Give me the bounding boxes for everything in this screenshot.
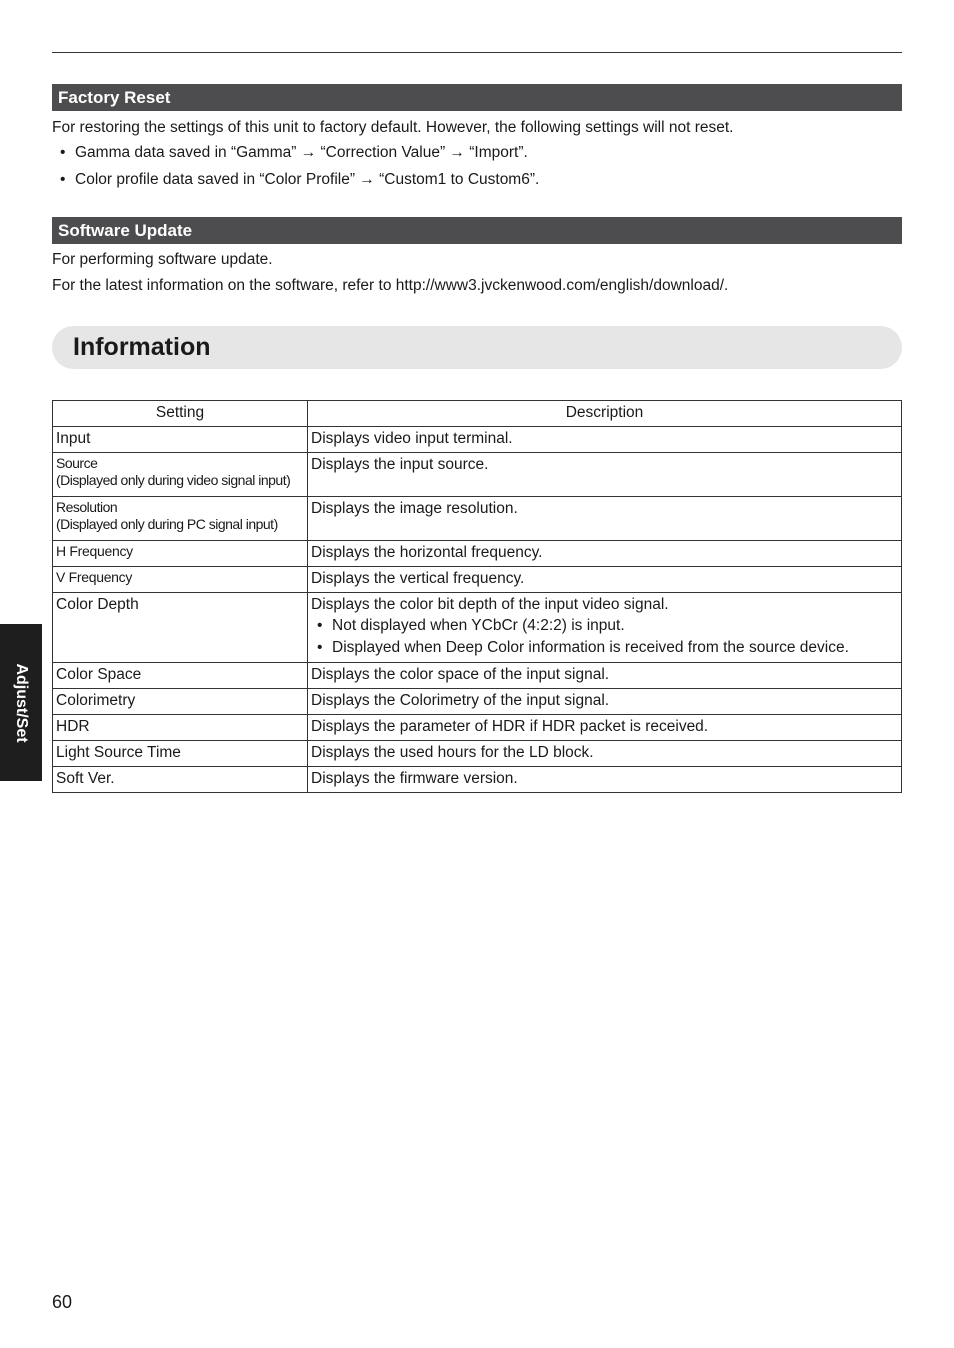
table-row bbox=[53, 453, 902, 497]
software-update-line-2: For the latest information on the software, refer to http://www3.jvckenwood.com/english/download/. bbox=[52, 277, 729, 294]
table-row bbox=[53, 767, 902, 793]
factory-reset-bullet-text: Gamma data saved in “Gamma” → “Correction Value” → “Import”. bbox=[75, 144, 528, 161]
table-row bbox=[53, 715, 902, 741]
software-update-line-1: For performing software update. bbox=[52, 251, 273, 268]
table-row bbox=[53, 593, 902, 663]
setting-name: Resolution bbox=[56, 499, 118, 515]
column-header-description: Description bbox=[308, 401, 902, 427]
table-header-row bbox=[53, 401, 902, 427]
bullet-glyph: • bbox=[60, 144, 66, 161]
factory-reset-heading: Factory Reset bbox=[52, 84, 902, 111]
description-note bbox=[311, 615, 898, 637]
factory-reset-bullet bbox=[60, 143, 528, 163]
setting-cell: Soft Ver. bbox=[53, 767, 308, 793]
table-row bbox=[53, 541, 902, 567]
description-cell: Displays the parameter of HDR if HDR packet is received. bbox=[308, 715, 902, 741]
setting-cell: Light Source Time bbox=[53, 741, 308, 767]
setting-cell: Color Depth bbox=[53, 593, 308, 663]
description-cell: Displays the used hours for the LD block. bbox=[308, 741, 902, 767]
setting-cell: Colorimetry bbox=[53, 689, 308, 715]
column-header-setting: Setting bbox=[53, 401, 308, 427]
description-cell: Displays video input terminal. bbox=[308, 427, 902, 453]
description-cell: Displays the horizontal frequency. bbox=[308, 541, 902, 567]
bullet-glyph: • bbox=[317, 639, 323, 656]
page-number: 60 bbox=[52, 1292, 73, 1312]
bullet-glyph: • bbox=[60, 171, 66, 188]
information-heading: Information bbox=[52, 326, 902, 369]
setting-cell: HDR bbox=[53, 715, 308, 741]
description-cell: Displays the image resolution. bbox=[308, 497, 902, 541]
factory-reset-bullet-text: Color profile data saved in “Color Profile” → “Custom1 to Custom6”. bbox=[75, 171, 540, 188]
table-row bbox=[53, 567, 902, 593]
side-section-tab bbox=[0, 624, 42, 781]
top-rule bbox=[52, 52, 902, 53]
description-note-text: Displayed when Deep Color information is received from the source device. bbox=[332, 639, 849, 656]
description-note-text: Not displayed when YCbCr (4:2:2) is input. bbox=[332, 617, 625, 634]
side-tab-label: Adjust/Set bbox=[13, 662, 30, 743]
table-row bbox=[53, 741, 902, 767]
table-row bbox=[53, 663, 902, 689]
description-cell: Displays the color space of the input signal. bbox=[308, 663, 902, 689]
information-table bbox=[52, 400, 902, 793]
setting-name: Source bbox=[56, 455, 98, 471]
description-cell: Displays the Colorimetry of the input signal. bbox=[308, 689, 902, 715]
setting-cell: Color Space bbox=[53, 663, 308, 689]
description-cell bbox=[308, 593, 902, 663]
setting-note: (Displayed only during video signal input) bbox=[56, 472, 291, 488]
description-cell: Displays the input source. bbox=[308, 453, 902, 497]
description-note bbox=[311, 637, 898, 659]
factory-reset-bullet bbox=[60, 170, 539, 190]
setting-cell bbox=[53, 453, 308, 497]
setting-cell: H Frequency bbox=[53, 541, 308, 567]
description-text: Displays the color bit depth of the input video signal. bbox=[311, 596, 669, 613]
setting-note: (Displayed only during PC signal input) bbox=[56, 516, 278, 532]
software-update-heading: Software Update bbox=[52, 217, 902, 244]
bullet-glyph: • bbox=[317, 617, 323, 634]
table-row bbox=[53, 689, 902, 715]
description-cell: Displays the firmware version. bbox=[308, 767, 902, 793]
table-row bbox=[53, 427, 902, 453]
description-cell: Displays the vertical frequency. bbox=[308, 567, 902, 593]
factory-reset-intro: For restoring the settings of this unit to factory default. However, the following settings will not reset. bbox=[52, 119, 734, 136]
table-row bbox=[53, 497, 902, 541]
setting-cell bbox=[53, 497, 308, 541]
setting-cell: V Frequency bbox=[53, 567, 308, 593]
setting-cell: Input bbox=[53, 427, 308, 453]
